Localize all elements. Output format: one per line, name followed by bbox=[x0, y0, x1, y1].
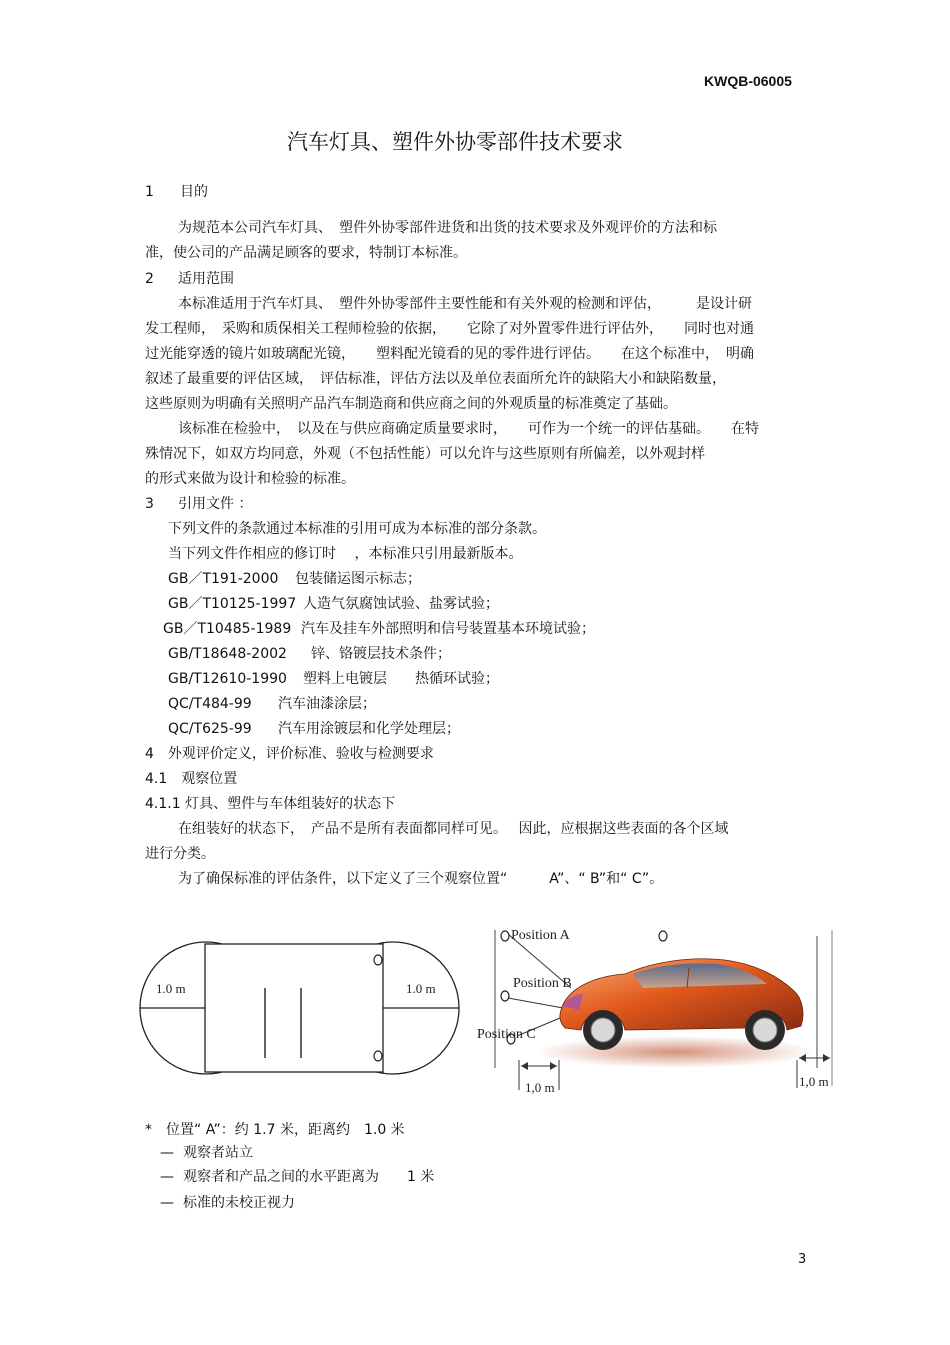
reference-code: QC/T484-99 bbox=[168, 696, 252, 712]
section-3-number: 3 bbox=[145, 496, 154, 512]
section-2-text: 的形式来做为设计和检验的标准。 bbox=[145, 471, 355, 487]
section-2-text: 这些原则为明确有关照明产品汽车制造商和供应商之间的外观质量的标准奠定了基础。 bbox=[145, 396, 677, 412]
observer-positions-diagram bbox=[475, 918, 843, 1098]
list-item: 标准的未校正视力 bbox=[183, 1195, 295, 1211]
page-title: 汽车灯具、塑件外协零部件技术要求 bbox=[287, 130, 623, 154]
reference-name: 汽车及挂车外部照明和信号装置基本环境试验； bbox=[301, 621, 595, 637]
reference-name: 汽车用涂镀层和化学处理层； bbox=[278, 721, 460, 737]
section-4-text: 进行分类。 bbox=[145, 846, 215, 862]
section-1-heading: 目的 bbox=[180, 184, 208, 200]
position-a-marker bbox=[501, 931, 509, 941]
reference-code: GB/T18648-2002 bbox=[168, 646, 287, 662]
list-item: 观察者和产品之间的水平距离为 1 米 bbox=[183, 1169, 435, 1185]
observation-circles-diagram bbox=[138, 918, 468, 1106]
section-2-text: 该标准在检验中， 以及在与供应商确定质量要求时， 可作为一个统一的评估基础。 在特 bbox=[178, 421, 759, 437]
reference-code: GB/T12610-1990 bbox=[168, 671, 287, 687]
position-b-label: Position B bbox=[513, 976, 572, 991]
section-2-heading: 适用范围 bbox=[178, 271, 234, 287]
reference-name: 汽车油漆涂层； bbox=[278, 696, 376, 712]
section-4-heading: 4 外观评价定义，评价标准、验收与检测要求 bbox=[145, 746, 434, 762]
list-dash: — bbox=[160, 1169, 174, 1185]
dimension-label-right: 1,0 m bbox=[799, 1074, 829, 1089]
reference-code: GB／T10125-1997 bbox=[168, 596, 297, 612]
section-2-number: 2 bbox=[145, 271, 154, 287]
section-2-text: 本标准适用于汽车灯具、 塑件外协零部件主要性能和有关外观的检测和评估， 是设计研 bbox=[178, 296, 752, 312]
dimension-label-left: 1,0 m bbox=[525, 1080, 555, 1095]
section-2-text: 发工程师， 采购和质保相关工程师检验的依据， 它除了对外置零件进行评估外， 同时也对通 bbox=[145, 321, 754, 337]
section-1-text: 准，使公司的产品满足顾客的要求，特制订本标准。 bbox=[145, 245, 467, 261]
section-2-text: 殊情况下，如双方均同意，外观（不包括性能）可以允许与这些原则有所偏差，以外观封样 bbox=[145, 446, 705, 462]
section-1-number: 1 bbox=[145, 184, 154, 200]
reference-code: GB／T191-2000 bbox=[168, 571, 279, 587]
reference-name: 塑料上电镀层 热循环试验； bbox=[303, 671, 499, 687]
section-2-text: 叙述了最重要的评估区域， 评估标准，评估方法以及单位表面所允许的缺陷大小和缺陷数量， bbox=[145, 371, 726, 387]
document-code: KWQB-06005 bbox=[704, 73, 792, 89]
section-3-heading: 引用文件 ： bbox=[178, 496, 253, 512]
section-4-1-heading: 4.1 观察位置 bbox=[145, 771, 238, 787]
page-number: 3 bbox=[798, 1252, 807, 1267]
section-1-text: 为规范本公司汽车灯具、 塑件外协零部件进货和出货的技术要求及外观评价的方法和标 bbox=[178, 220, 717, 236]
list-item: 观察者站立 bbox=[183, 1145, 253, 1161]
reference-name: 包装储运图示标志； bbox=[295, 571, 421, 587]
section-3-text: 下列文件的条款通过本标准的引用可成为本标准的部分条款。 bbox=[168, 521, 546, 537]
distance-label-left: 1.0 m bbox=[156, 981, 186, 996]
list-dash: — bbox=[160, 1145, 174, 1161]
section-2-text: 过光能穿透的镜片如玻璃配光镜， 塑料配光镜看的见的零件进行评估。 在这个标准中， 明确 bbox=[145, 346, 754, 362]
reference-name: 锌、铬镀层技术条件； bbox=[311, 646, 451, 662]
position-marker bbox=[659, 931, 667, 941]
list-dash: — bbox=[160, 1195, 174, 1211]
position-a-label: Position A bbox=[511, 928, 570, 943]
position-c-label: Position C bbox=[477, 1027, 536, 1042]
distance-label-right: 1.0 m bbox=[406, 981, 436, 996]
section-4-1-1-heading: 4.1.1 灯具、塑件与车体组装好的状态下 bbox=[145, 796, 396, 812]
section-3-text: 当下列文件作相应的修订时 ，本标准只引用最新版本。 bbox=[168, 546, 523, 562]
position-a-description: * 位置“ A”：约 1.7 米，距离约 1.0 米 bbox=[145, 1122, 405, 1138]
position-b-marker bbox=[501, 991, 509, 1001]
reference-code: GB／T10485-1989 bbox=[163, 621, 292, 637]
section-4-text: 在组装好的状态下， 产品不是所有表面都同样可见。 因此，应根据这些表面的各个区域 bbox=[178, 821, 729, 837]
section-4-text: 为了确保标准的评估条件，以下定义了三个观察位置“ A”、“ B”和“ C”。 bbox=[178, 871, 664, 887]
reference-name: 人造气氛腐蚀试验、盐雾试验； bbox=[303, 596, 499, 612]
reference-code: QC/T625-99 bbox=[168, 721, 252, 737]
